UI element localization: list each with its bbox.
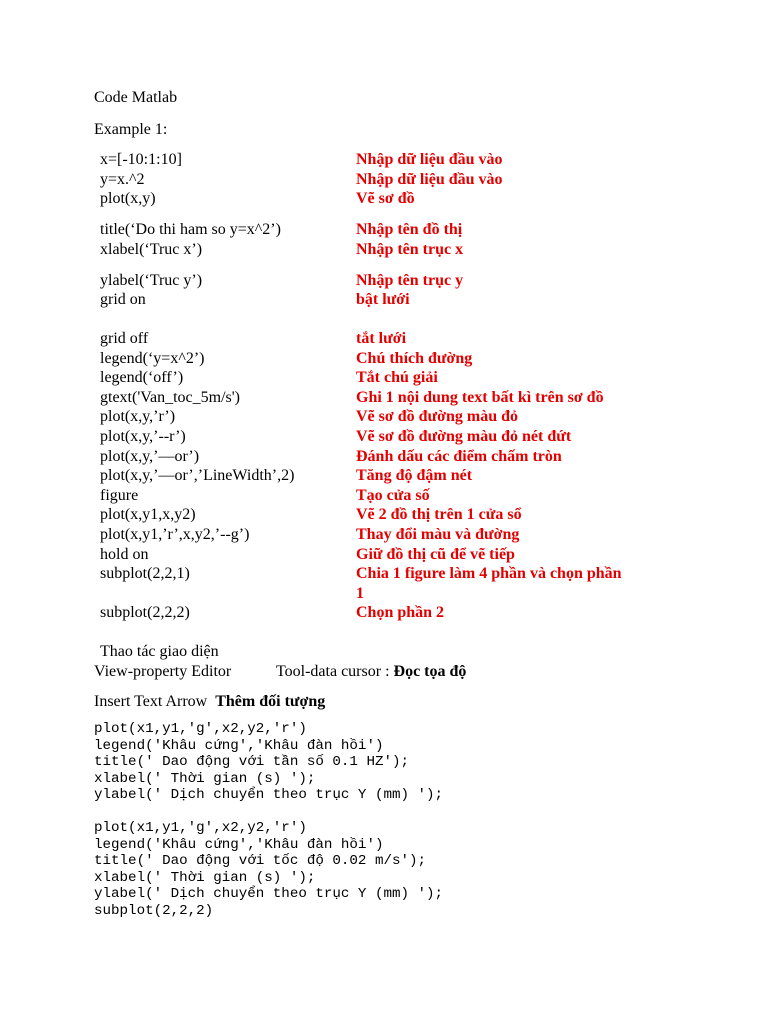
command-note: Nhập tên trục y xyxy=(356,272,464,289)
code-line: xlabel(' Thời gian (s) '); xyxy=(94,770,316,787)
code-line: ylabel(' Dịch chuyển theo trục Y (mm) '); xyxy=(94,787,444,804)
code-line: plot(x1,y1,'g',x2,y2,'r') xyxy=(94,721,307,737)
command-note: tắt lưới xyxy=(356,330,407,347)
code-block xyxy=(94,721,443,804)
code-line: legend('Khâu cứng','Khâu đàn hồi') xyxy=(94,737,384,754)
command-note: Vẽ sơ đồ xyxy=(356,190,415,207)
command-code: y=x.^2 xyxy=(100,171,145,188)
code-line: title(' Dao động với tần số 0.1 HZ'); xyxy=(94,754,410,771)
command-note: Tạo cửa số xyxy=(356,487,430,504)
property-editor-text: View-property Editor xyxy=(94,663,232,680)
data-cursor-label: Tool-data cursor : xyxy=(276,663,390,680)
command-code: plot(x,y,’—or’,’LineWidth’,2) xyxy=(100,467,295,484)
command-note: Chú thích đường xyxy=(356,350,473,367)
command-code: plot(x,y,’r’) xyxy=(100,408,176,425)
command-note: Thay đổi màu và đường xyxy=(356,526,520,543)
command-code: gtext('Van_toc_5m/s') xyxy=(100,389,240,406)
command-code: grid on xyxy=(100,291,146,308)
command-code: title(‘Do thi ham so y=x^2’) xyxy=(100,221,281,238)
command-note: Vẽ 2 đồ thị trên 1 cửa sổ xyxy=(356,506,522,523)
command-note: Ghi 1 nội dung text bất kì trên sơ đồ xyxy=(356,389,604,406)
insert-text xyxy=(94,692,325,712)
command-note: bật lưới xyxy=(356,291,410,308)
command-note: Nhập dữ liệu đầu vào xyxy=(356,171,503,188)
command-code: xlabel(‘Truc x’) xyxy=(100,241,203,258)
command-code: subplot(2,2,1) xyxy=(100,565,190,582)
command-note: Chọn phần 2 xyxy=(356,604,445,621)
command-note-continuation: 1 xyxy=(356,585,364,602)
command-code: x=[-10:1:10] xyxy=(100,151,182,168)
command-note: Tắt chú giải xyxy=(356,369,438,386)
command-note: Nhập tên đồ thị xyxy=(356,221,463,238)
insert-label: Insert Text Arrow xyxy=(94,693,208,710)
command-code: legend(‘off’) xyxy=(100,369,184,386)
code-line: legend('Khâu cứng','Khâu đàn hồi') xyxy=(94,836,384,853)
ui-section-heading: Thao tác giao diện xyxy=(100,643,219,660)
command-code: ylabel(‘Truc y’) xyxy=(100,272,203,289)
data-cursor-note: Đọc tọa độ xyxy=(393,663,467,680)
command-note: Đánh dấu các điểm chấm tròn xyxy=(356,448,562,465)
command-note: Nhập tên trục x xyxy=(356,241,464,258)
command-code: plot(x,y,’--r’) xyxy=(100,428,186,445)
command-code: figure xyxy=(100,487,139,504)
code-line: title(' Dao động với tốc độ 0.02 m/s'); xyxy=(94,853,427,870)
code-line: xlabel(' Thời gian (s) '); xyxy=(94,869,316,886)
code-block xyxy=(94,820,443,920)
command-code: hold on xyxy=(100,546,149,563)
command-note: Chia 1 figure làm 4 phần và chọn phần xyxy=(356,565,622,582)
command-code: subplot(2,2,2) xyxy=(100,604,190,621)
command-code: plot(x,y,’—or’) xyxy=(100,448,200,465)
command-code: plot(x,y1,’r’,x,y2,’--g’) xyxy=(100,526,250,543)
example-label: Example 1: xyxy=(94,121,168,138)
command-code: legend(‘y=x^2’) xyxy=(100,350,205,367)
code-line: subplot(2,2,2) xyxy=(94,902,214,919)
code-line: plot(x1,y1,'g',x2,y2,'r') xyxy=(94,820,307,836)
command-note: Tăng độ đậm nét xyxy=(356,467,473,484)
code-line: ylabel(' Dịch chuyển theo trục Y (mm) '); xyxy=(94,886,444,903)
command-note: Vẽ sơ đồ đường màu đỏ xyxy=(356,408,519,425)
command-note: Vẽ sơ đồ đường màu đỏ nét đứt xyxy=(356,428,572,445)
command-note: Nhập dữ liệu đầu vào xyxy=(356,151,503,168)
command-code: grid off xyxy=(100,330,149,347)
data-cursor-text xyxy=(276,662,466,682)
command-code: plot(x,y1,x,y2) xyxy=(100,506,196,523)
command-note: Giữ đồ thị cũ để vẽ tiếp xyxy=(356,546,515,563)
insert-note: Thêm đối tượng xyxy=(215,693,326,710)
document-title: Code Matlab xyxy=(94,89,178,106)
command-code: plot(x,y) xyxy=(100,190,156,207)
